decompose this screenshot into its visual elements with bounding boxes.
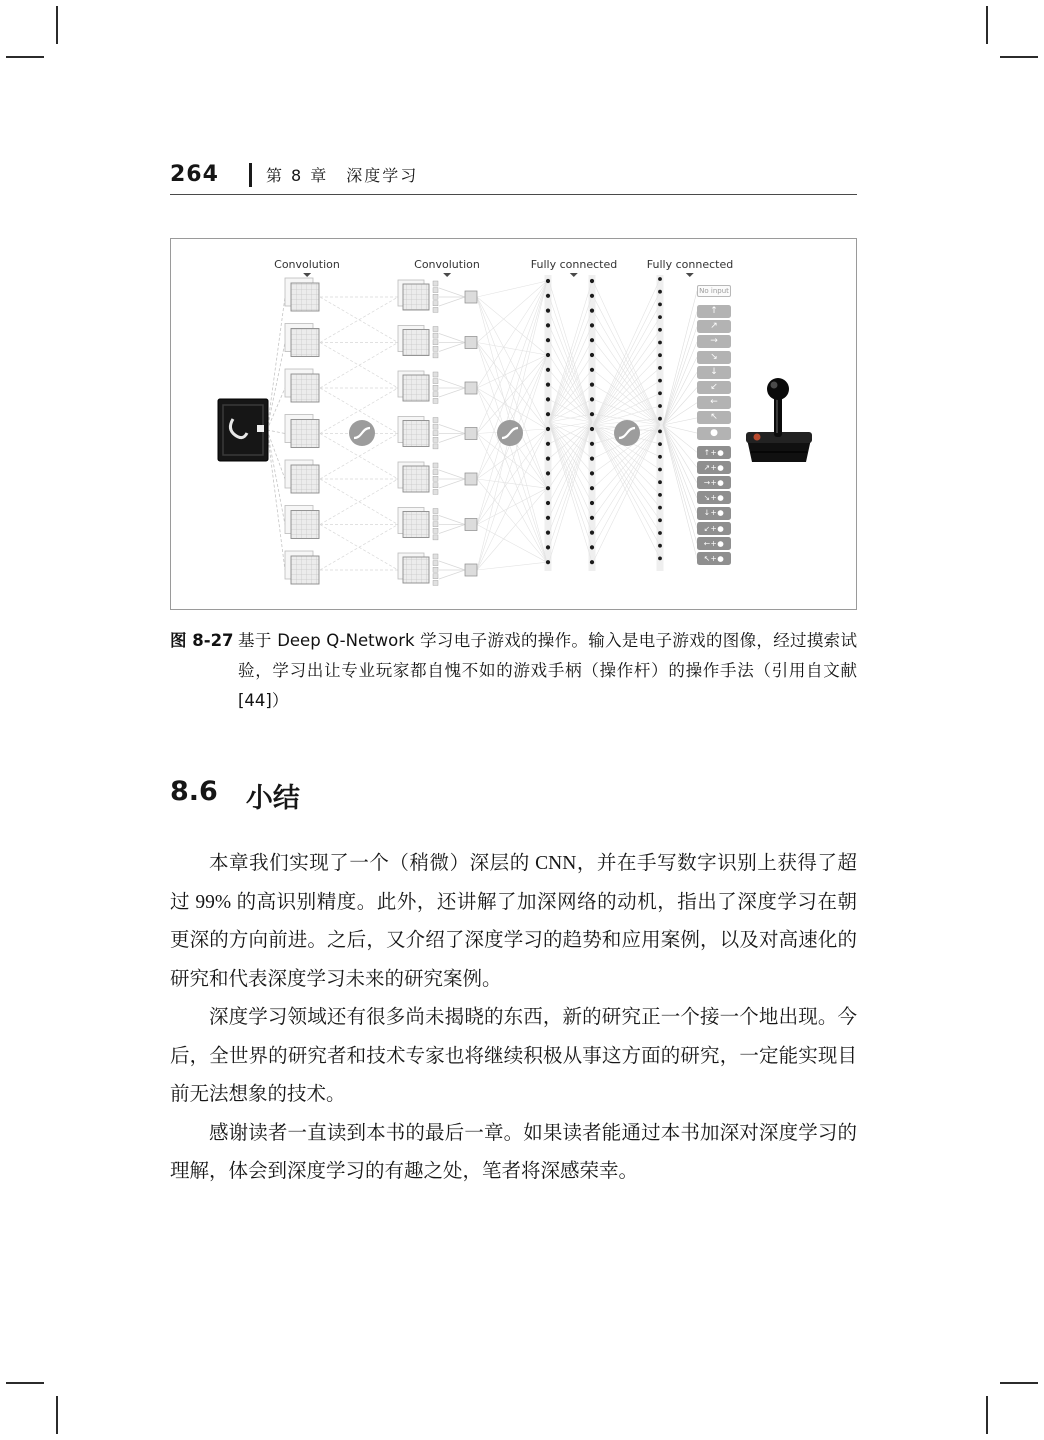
section-heading — [170, 776, 300, 815]
body-paragraph: 深度学习领域还有很多尚未揭晓的东西，新的研究正一个接一个地出现。今后，全世界的研究者和技术专家也将继续积极从事这方面的研究，一定能实现目前无法想象的技术。 — [170, 1007, 857, 1105]
section-title: 小结 — [245, 783, 300, 814]
layer-label-fully-connected-2: Fully connected — [646, 258, 734, 271]
action-button: →+● — [697, 476, 731, 489]
page-number: 264 — [170, 162, 219, 187]
action-button: ↖+● — [697, 552, 731, 565]
crop-mark — [56, 6, 58, 44]
crop-mark — [1000, 56, 1038, 58]
action-button: ↗ — [697, 320, 731, 333]
crop-mark — [6, 1382, 44, 1384]
header-rule — [170, 194, 857, 195]
header-divider — [249, 163, 252, 187]
figure-caption-label: 图 8-27 — [170, 631, 234, 650]
body-paragraph: 感谢读者一直读到本书的最后一章。如果读者能通过本书加深对深度学习的理解，体会到深度学习的有趣之处，笔者将深感荣幸。 — [170, 1122, 857, 1182]
action-button: ↑+● — [697, 446, 731, 459]
crop-mark — [986, 6, 988, 44]
action-button: ↙+● — [697, 522, 731, 535]
figure-caption — [170, 626, 857, 716]
action-button: ● — [697, 427, 731, 440]
no-input-label: No input — [697, 285, 731, 297]
layer-label-convolution-1: Convolution — [274, 258, 340, 271]
action-button: → — [697, 335, 731, 348]
crop-mark — [56, 1396, 58, 1434]
chapter-title: 第 8 章 深度学习 — [265, 166, 419, 185]
body-text — [170, 845, 857, 1192]
layer-label-fully-connected-1: Fully connected — [530, 258, 618, 271]
action-button: ← — [697, 396, 731, 409]
action-button: ↗+● — [697, 461, 731, 474]
layer-label-convolution-2: Convolution — [414, 258, 480, 271]
joystick-illustration — [746, 378, 812, 462]
action-button: ↑ — [697, 305, 731, 318]
page-header — [170, 162, 418, 187]
body-paragraph: 本章我们实现了一个（稍微）深层的 CNN，并在手写数字识别上获得了超过 99% 的高识别精度。此外，还讲解了加深网络的动机，指出了深度学习在朝更深的方向前进。之后，又介绍了深度学习的趋势和应用案例，以及对高速化的研究和代表深度学习未来的研究案例。 — [170, 853, 857, 990]
figure-caption-text: 基于 Deep Q-Network 学习电子游戏的操作。输入是电子游戏的图像，经过摸索试验，学习出让专业玩家都自愧不如的游戏手柄（操作杆）的操作手法（引用自文献 [44]） — [238, 631, 857, 710]
action-button: ↙ — [697, 381, 731, 394]
action-button: ↓ — [697, 366, 731, 379]
crop-mark — [1000, 1382, 1038, 1384]
action-button: ↘+● — [697, 491, 731, 504]
crop-mark — [986, 1396, 988, 1434]
section-number: 8.6 — [170, 776, 218, 807]
action-button: ↓+● — [697, 507, 731, 520]
action-button: ↖ — [697, 411, 731, 424]
action-button: ↘ — [697, 351, 731, 364]
action-button: ←+● — [697, 537, 731, 550]
figure-8-27 — [170, 238, 857, 610]
dqn-diagram — [171, 239, 856, 609]
crop-mark — [6, 56, 44, 58]
